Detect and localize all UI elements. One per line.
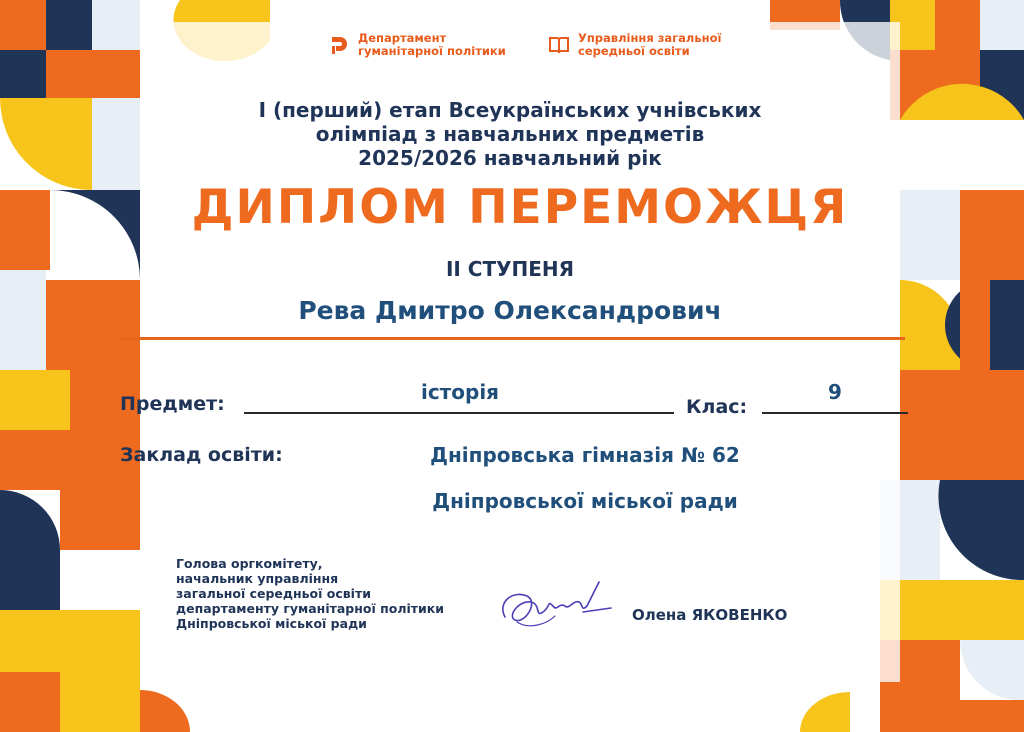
subject-label: Предмет:: [120, 393, 225, 415]
grade-underline: [762, 412, 908, 414]
logo-department: [328, 32, 506, 58]
signer-name: Олена ЯКОВЕНКО: [632, 606, 788, 624]
school-label: Заклад освіти:: [120, 444, 283, 466]
subject-underline: [244, 412, 674, 414]
signatory-line2: начальник управління: [176, 571, 339, 586]
school-line2: Дніпровської міської ради: [432, 489, 738, 513]
recipient-name: Рева Дмитро Олександрович: [298, 296, 722, 325]
signatory-line1: Голова оргкомітету,: [176, 556, 323, 571]
grade-label: Клас:: [686, 396, 748, 418]
department-logo-icon: [328, 34, 350, 56]
logo-left-line1: Департамент: [358, 31, 447, 45]
signatory-title: [176, 556, 444, 631]
handwritten-signature: [495, 572, 615, 642]
diploma-degree: ІІ СТУПЕНЯ: [445, 257, 575, 281]
signatory-line3: загальної середньої освіти: [176, 586, 371, 601]
logo-right-line1: Управління загальної: [578, 31, 722, 45]
book-icon: [548, 34, 570, 56]
diploma-title: ДИПЛОМ ПЕРЕМОЖЦЯ: [191, 180, 849, 235]
logo-right-line2: середньої освіти: [578, 44, 690, 58]
signatory-line5: Дніпровської міської ради: [176, 616, 367, 631]
heading-line3: 2025/2026 навчальний рік: [358, 146, 662, 170]
grade-value: 9: [828, 380, 842, 404]
heading-line2: олімпіад з навчальних предметів: [315, 122, 705, 146]
school-line1: Дніпровська гімназія № 62: [430, 443, 740, 467]
subject-value: історія: [420, 380, 500, 404]
heading-line1: I (перший) етап Всеукраїнських учнівських: [258, 98, 762, 122]
name-underline: [120, 337, 905, 340]
logo-education-office: [548, 32, 721, 58]
signatory-line4: департаменту гуманітарної політики: [176, 601, 444, 616]
olympiad-heading: [200, 98, 820, 170]
logo-left-line2: гуманітарної політики: [358, 44, 506, 58]
